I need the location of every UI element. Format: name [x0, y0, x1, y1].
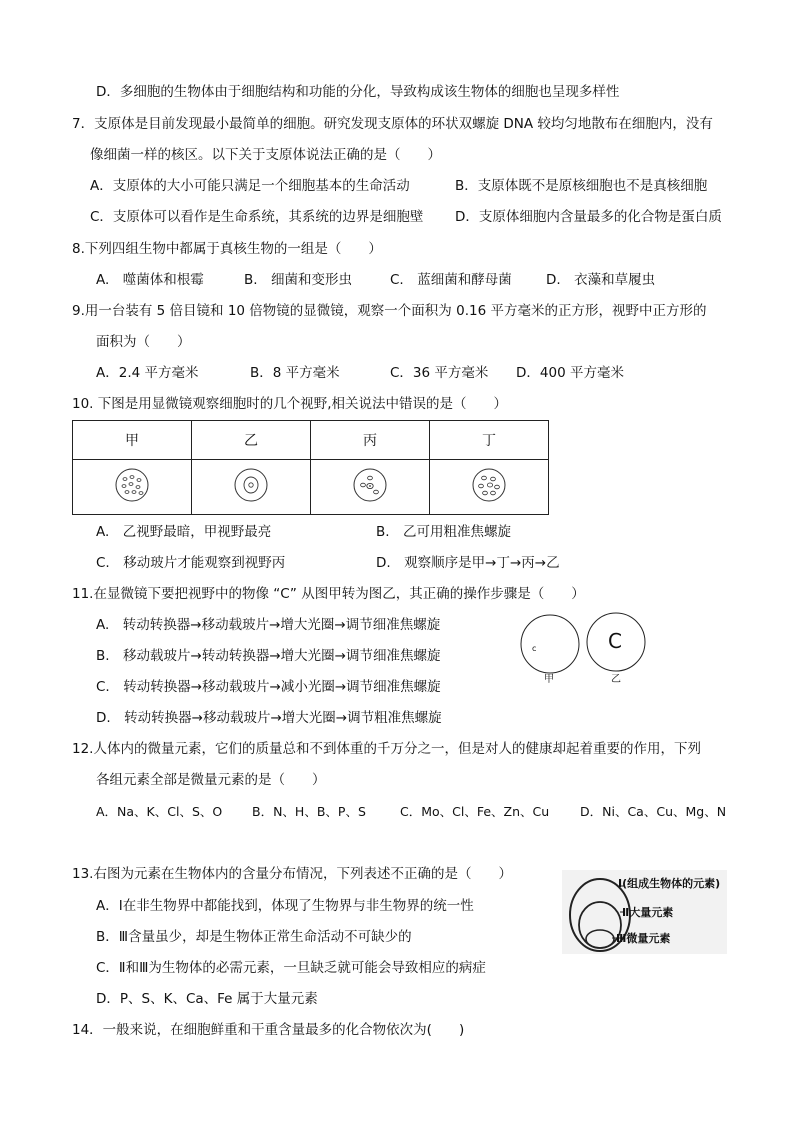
q6-option-d: D．多细胞的生物体由于细胞结构和功能的分化，导致构成该生物体的细胞也呈现多样性 [96, 84, 620, 100]
field-ding-image [471, 467, 507, 503]
q12-option-c: C．Mo、Cl、Fe、Zn、Cu [400, 804, 550, 819]
q13-stem: 13.右图为元素在生物体内的含量分布情况，下列表述不正确的是（ ） [72, 866, 512, 882]
q7-option-a: A．支原体的大小可能只满足一个细胞基本的生命活动 [90, 178, 410, 194]
q13-option-b: B．Ⅲ含量虽少，却是生物体正常生命活动不可缺少的 [96, 929, 412, 945]
q13-option-a: A．Ⅰ在非生物界中都能找到，体现了生物界与非生物界的统一性 [96, 898, 474, 914]
q10-stem: 10. 下图是用显微镜观察细胞时的几个视野,相关说法中错误的是（ ） [72, 396, 508, 412]
q13-label-1: Ⅰ(组成生物体的元素) [618, 877, 721, 890]
microscope-fields-table [72, 420, 549, 515]
q9-stem-line2: 面积为（ ） [96, 334, 191, 350]
q11-option-a: A. 转动转换器→移动载玻片→增大光圈→调节细准焦螺旋 [96, 617, 441, 633]
q7-option-d: D．支原体细胞内含量最多的化合物是蛋白质 [455, 209, 722, 225]
field-view-yi [192, 460, 311, 515]
q12-stem-line1: 12.人体内的微量元素，它们的质量总和不到体重的千万分之一，但是对人的健康却起着重要的作用，下列 [72, 741, 701, 757]
q11-small-c: c [532, 644, 537, 653]
q7-option-c: C．支原体可以看作是生命系统，其系统的边界是细胞壁 [90, 209, 424, 225]
q9-option-a: A．2.4 平方毫米 [96, 365, 199, 381]
q11-label-jia: 甲 [544, 674, 554, 685]
q8-option-a: A. 噬菌体和根霉 [96, 272, 204, 288]
field-header-ding: 丁 [430, 421, 549, 460]
q11-stem: 11.在显微镜下要把视野中的物像 “C” 从图甲转为图乙，其正确的操作步骤是（ ） [72, 586, 585, 602]
q9-option-c: C．36 平方毫米 [390, 365, 489, 381]
q9-option-b: B．8 平方毫米 [250, 365, 340, 381]
q11-large-c: C [608, 629, 622, 653]
q14-stem: 14．一般来说，在细胞鲜重和干重含量最多的化合物依次为( ) [72, 1022, 465, 1038]
q9-stem-line1: 9.用一台装有 5 倍目镜和 10 倍物镜的显微镜，观察一个面积为 0.16 平方毫米的正方形，视野中正方形的 [72, 303, 707, 319]
q11-figure-circles [520, 612, 670, 690]
q11-option-d: D. 转动转换器→移动载玻片→增大光圈→调节粗准焦螺旋 [96, 710, 442, 726]
q11-figure [520, 612, 670, 690]
q11-option-c: C. 转动转换器→移动载玻片→减小光圈→调节细准焦螺旋 [96, 679, 441, 695]
field-yi-image [233, 467, 269, 503]
field-jia-image [114, 467, 150, 503]
q10-option-d: D. 观察顺序是甲→丁→丙→乙 [376, 555, 560, 571]
field-header-bing: 丙 [311, 421, 430, 460]
q13-label-3: Ⅲ微量元素 [616, 932, 671, 945]
field-view-bing [311, 460, 430, 515]
q10-option-b: B. 乙可用粗准焦螺旋 [376, 524, 512, 540]
q8-option-c: C. 蓝细菌和酵母菌 [390, 272, 512, 288]
field-header-jia: 甲 [73, 421, 192, 460]
q10-option-a: A. 乙视野最暗，甲视野最亮 [96, 524, 272, 540]
q7-stem-line1: 7．支原体是目前发现最小最简单的细胞。研究发现支原体的环状双螺旋 DNA 较均匀地散布在细胞内，没有 [72, 116, 713, 132]
q11-label-yi: 乙 [611, 674, 621, 685]
field-bing-image [352, 467, 388, 503]
q12-option-d: D．Ni、Ca、Cu、Mg、N [580, 804, 727, 819]
q8-option-b: B. 细菌和变形虫 [244, 272, 353, 288]
field-view-jia [73, 460, 192, 515]
field-header-yi: 乙 [192, 421, 311, 460]
q12-stem-line2: 各组元素全部是微量元素的是（ ） [96, 772, 326, 788]
q13-label-2: Ⅱ大量元素 [622, 906, 674, 919]
q13-figure [562, 870, 727, 954]
field-view-ding [430, 460, 549, 515]
q11-option-b: B. 移动载玻片→转动转换器→增大光圈→调节细准焦螺旋 [96, 648, 441, 664]
q12-option-b: B．N、H、B、P、S [252, 804, 366, 819]
q7-option-b: B．支原体既不是原核细胞也不是真核细胞 [455, 178, 708, 194]
q10-option-c: C. 移动玻片才能观察到视野丙 [96, 555, 286, 571]
q13-option-c: C．Ⅱ和Ⅲ为生物体的必需元素，一旦缺乏就可能会导致相应的病症 [96, 960, 486, 976]
q8-stem: 8.下列四组生物中都属于真核生物的一组是（ ） [72, 241, 382, 257]
q12-option-a: A．Na、K、Cl、S、O [96, 804, 223, 819]
q8-option-d: D. 衣藻和草履虫 [546, 272, 656, 288]
q9-option-d: D．400 平方毫米 [516, 365, 624, 381]
q7-stem-line2: 像细菌一样的核区。以下关于支原体说法正确的是（ ） [90, 147, 441, 163]
q13-option-d: D．P、S、K、Ca、Fe 属于大量元素 [96, 991, 318, 1007]
